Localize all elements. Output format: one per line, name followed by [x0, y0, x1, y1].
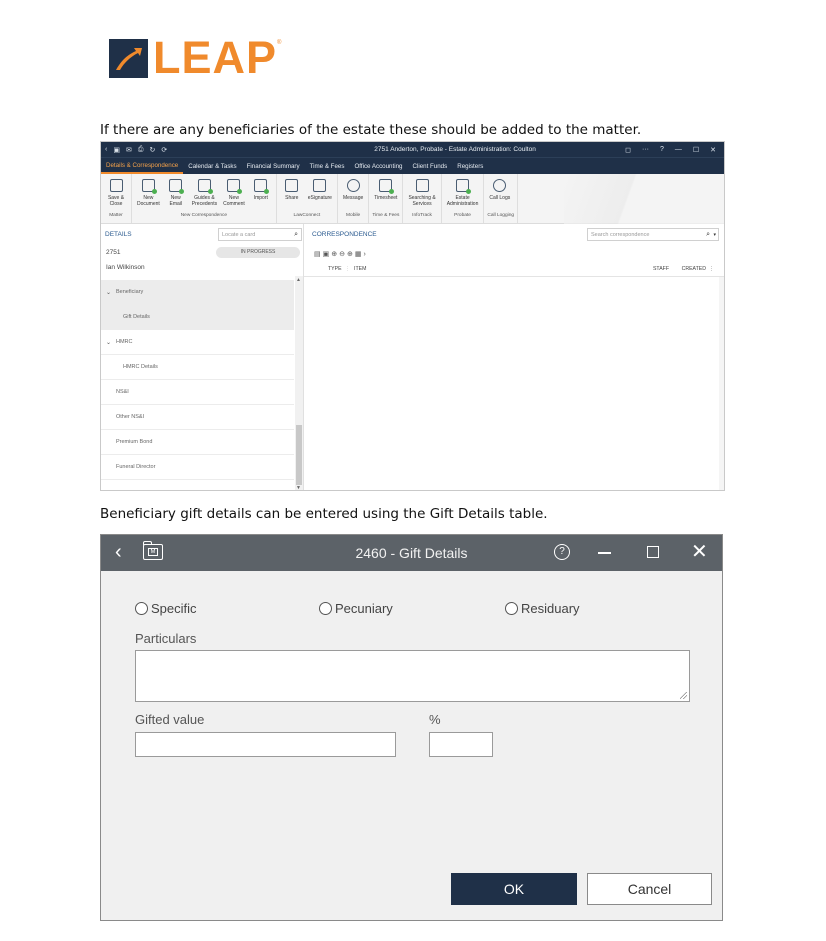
card-list	[101, 280, 294, 480]
search-icon[interactable]: ⌕	[706, 231, 710, 238]
card-list-item[interactable]	[101, 330, 294, 355]
matter-number: 2751	[106, 249, 121, 256]
client-name: Ian Wilkinson	[106, 264, 145, 271]
ribbon-button[interactable]	[190, 179, 219, 207]
correspondence-grid-header	[304, 261, 724, 277]
close-icon[interactable]: ✕	[710, 146, 716, 154]
ribbon-button[interactable]	[135, 179, 162, 207]
leap-matter-window	[100, 141, 725, 491]
card-list-item[interactable]	[101, 355, 294, 380]
column-staff[interactable]: STAFF	[652, 266, 669, 272]
ribbon-button-icon	[285, 179, 298, 192]
ribbon-button-icon	[142, 179, 155, 192]
menu-item[interactable]: Client Funds	[412, 162, 448, 170]
radio-circle[interactable]	[319, 602, 332, 615]
ribbon-button-icon	[110, 179, 123, 192]
more-icon[interactable]: ···	[641, 145, 649, 153]
ribbon-button[interactable]	[306, 179, 334, 201]
grid-view-icon[interactable]: ▤	[314, 251, 323, 258]
grid-scrollbar[interactable]	[719, 277, 724, 491]
card-label: HMRC Details	[123, 364, 158, 370]
ribbon-button-label: Message	[342, 195, 364, 201]
zoom-in-icon[interactable]: ⊕	[331, 251, 340, 258]
ribbon-group-label: Time & Fees	[372, 213, 400, 218]
ribbon-toolbar	[101, 174, 724, 224]
gift-details-dialog	[100, 534, 723, 921]
menu-item[interactable]: Financial Summary	[246, 162, 300, 170]
close-icon[interactable]: ✕	[691, 541, 708, 563]
calendar-icon[interactable]: ▦	[354, 251, 364, 258]
ribbon-button-icon	[416, 179, 429, 192]
ribbon-button[interactable]	[445, 179, 481, 207]
card-list-item[interactable]	[101, 405, 294, 430]
cancel-button[interactable]: Cancel	[587, 873, 712, 905]
percent-label: %	[429, 712, 441, 727]
ribbon-group-label: New Correspondence	[180, 213, 228, 218]
radio-label: Pecuniary	[335, 601, 393, 616]
card-list-item[interactable]	[101, 455, 294, 480]
ribbon-group	[101, 174, 132, 223]
ribbon-button-label: Import	[253, 195, 268, 201]
sync-icon[interactable]: ⟳	[161, 146, 168, 154]
zoom-out-icon[interactable]: ⊖	[339, 251, 347, 258]
matter-m-icon: M	[148, 548, 158, 556]
details-heading: DETAILS	[105, 231, 132, 238]
card-label: HMRC	[116, 339, 133, 345]
back-icon[interactable]: ‹	[105, 146, 108, 153]
window-title: 2751 Anderton, Probate - Estate Administration: Coulton	[374, 146, 536, 153]
particulars-textarea[interactable]	[135, 650, 690, 702]
main-menu	[101, 157, 724, 174]
card-list-item[interactable]	[101, 380, 294, 405]
locate-card-input[interactable]	[218, 228, 302, 241]
gifted-value-label: Gifted value	[135, 712, 205, 727]
card-list-item[interactable]	[101, 430, 294, 455]
ribbon-button-icon	[227, 179, 240, 192]
menu-item[interactable]: Details & Correspondence	[101, 158, 183, 174]
ribbon-button-icon	[313, 179, 326, 192]
ribbon-group	[442, 174, 485, 223]
radio-circle[interactable]	[135, 602, 148, 615]
ribbon-button[interactable]	[164, 179, 188, 207]
card-label: Premium Bond	[116, 439, 153, 445]
add-icon[interactable]: ⊕	[347, 251, 355, 258]
correspondence-search-input[interactable]	[587, 228, 719, 241]
column-menu-icon[interactable]: ⋮	[708, 266, 714, 272]
correspondence-search-placeholder: Search correspondence	[591, 232, 650, 238]
intro-paragraph: If there are any beneficiaries of the estate these should be added to the matter.	[100, 122, 642, 138]
ribbon-button-icon	[198, 179, 211, 192]
ribbon-button[interactable]	[104, 179, 128, 207]
ribbon-button-label: Estate Administration	[446, 195, 479, 207]
back-icon[interactable]: ‹	[115, 541, 122, 563]
ribbon-button[interactable]	[221, 179, 247, 207]
column-divider: ⋮	[345, 266, 351, 272]
card-list-item[interactable]	[101, 305, 294, 330]
ribbon-button-label: Guides & Precedents	[191, 195, 218, 207]
radio-label: Residuary	[521, 601, 580, 616]
details-scrollbar[interactable]	[295, 276, 303, 491]
maximize-icon[interactable]: ☐	[692, 146, 700, 154]
leap-logo	[109, 32, 282, 83]
logo-wordmark: LEAP	[153, 32, 278, 83]
ribbon-button[interactable]	[372, 179, 399, 201]
ribbon-button-label: eSignature	[307, 195, 332, 201]
correspondence-toolbar	[314, 250, 368, 258]
radio-residuary[interactable]	[505, 601, 580, 616]
card-list-item[interactable]	[101, 280, 294, 305]
leap-arrow-mark-icon	[109, 39, 148, 78]
chevron-down-icon[interactable]: ▾	[713, 232, 716, 238]
menu-item[interactable]: Calendar & Tasks	[188, 162, 237, 170]
ribbon-button-icon	[254, 179, 267, 192]
ribbon-button[interactable]	[280, 179, 304, 201]
notification-icon[interactable]: ◻	[625, 146, 631, 154]
percent-input[interactable]	[429, 732, 493, 757]
card-label: NS&I	[116, 389, 129, 395]
dialog-title: 2460 - Gift Details	[355, 545, 468, 561]
help-icon[interactable]: ?	[554, 544, 570, 560]
window-titlebar	[101, 142, 724, 157]
ribbon-button-label: New Email	[169, 195, 183, 207]
ribbon-group-label: Call Logging	[487, 213, 515, 218]
ribbon-button-label: Call Logs	[489, 195, 511, 201]
radio-specific[interactable]	[135, 601, 197, 616]
particulars-label: Particulars	[135, 631, 197, 646]
minimize-icon[interactable]	[598, 552, 611, 554]
correspondence-grid	[304, 277, 724, 491]
ribbon-button-label: Searching & Services	[408, 195, 436, 207]
locate-card-placeholder: Locate a card	[222, 232, 256, 238]
menu-item[interactable]: Time & Fees	[309, 162, 345, 170]
chevron-down-icon[interactable]: ⌄	[106, 289, 112, 296]
card-label: Other NS&I	[116, 414, 145, 420]
scroll-up-icon[interactable]: ▲	[296, 277, 301, 283]
ok-button[interactable]: OK	[451, 873, 577, 905]
ribbon-button-icon	[379, 179, 392, 192]
ribbon-group	[338, 174, 369, 223]
radio-label: Specific	[151, 601, 197, 616]
ribbon-group-label: Probate	[454, 213, 471, 218]
scrollbar-thumb[interactable]	[296, 425, 302, 485]
ribbon-button-label: Share	[285, 195, 299, 201]
matter-folder-icon[interactable]: ▣	[113, 146, 120, 154]
help-icon[interactable]: ?	[659, 145, 664, 153]
scroll-down-icon[interactable]: ▼	[296, 485, 301, 491]
card-label: Gift Details	[123, 314, 150, 320]
ribbon-button-label: Save & Close	[107, 195, 125, 207]
card-label: Funeral Director	[116, 464, 156, 470]
ribbon-button[interactable]	[341, 179, 365, 201]
ribbon-group	[277, 174, 338, 223]
ribbon-button-icon	[456, 179, 469, 192]
minimize-icon[interactable]: —	[674, 145, 682, 153]
chevron-down-icon[interactable]: ⌄	[106, 339, 112, 346]
ribbon-group	[403, 174, 441, 223]
search-icon[interactable]: ⌕	[294, 231, 298, 238]
card-label: Beneficiary	[116, 289, 144, 295]
ribbon-group	[132, 174, 277, 223]
gift-paragraph: Beneficiary gift details can be entered using the Gift Details table.	[100, 506, 548, 522]
folder-icon[interactable]: ▣	[322, 251, 332, 258]
ribbon-group	[369, 174, 403, 223]
menu-item[interactable]: Registers	[457, 162, 484, 170]
trademark-mark: ®	[277, 40, 282, 46]
ribbon-button-label: Timesheet	[374, 195, 398, 201]
ribbon-group-label: InfoTrack	[412, 213, 432, 218]
column-item[interactable]: ITEM	[354, 266, 367, 272]
print-icon[interactable]: ⎙	[137, 145, 144, 153]
correspondence-panel	[304, 224, 724, 491]
ribbon-button-icon	[493, 179, 506, 192]
ribbon-button-icon	[169, 179, 182, 192]
correspondence-heading: CORRESPONDENCE	[312, 231, 377, 238]
ribbon-group-label: LawConnect	[293, 213, 321, 218]
ribbon-group-label: Matter	[109, 213, 123, 218]
column-created[interactable]: CREATED	[681, 266, 706, 272]
ribbon-button[interactable]	[406, 179, 437, 207]
status-badge: IN PROGRESS	[216, 247, 300, 258]
email-icon[interactable]: ✉	[125, 146, 132, 154]
refresh-icon[interactable]: ↻	[149, 146, 156, 154]
column-type[interactable]: TYPE	[328, 266, 342, 272]
gifted-value-input[interactable]	[135, 732, 396, 757]
ribbon-button[interactable]	[487, 179, 512, 201]
chevron-right-icon[interactable]: ›	[363, 251, 368, 258]
ribbon-button-label: New Comment	[223, 195, 245, 207]
ribbon-button[interactable]	[249, 179, 273, 201]
maximize-icon[interactable]	[647, 546, 659, 558]
dialog-titlebar	[101, 535, 722, 571]
menu-item[interactable]: Office Accounting	[354, 162, 403, 170]
ribbon-group-label: Mobile	[346, 213, 361, 218]
ribbon-button-label: New Document	[137, 195, 160, 207]
ribbon-button-icon	[347, 179, 360, 192]
radio-circle[interactable]	[505, 602, 518, 615]
details-panel	[101, 224, 304, 491]
ribbon-group	[484, 174, 518, 223]
radio-pecuniary[interactable]	[319, 601, 393, 616]
